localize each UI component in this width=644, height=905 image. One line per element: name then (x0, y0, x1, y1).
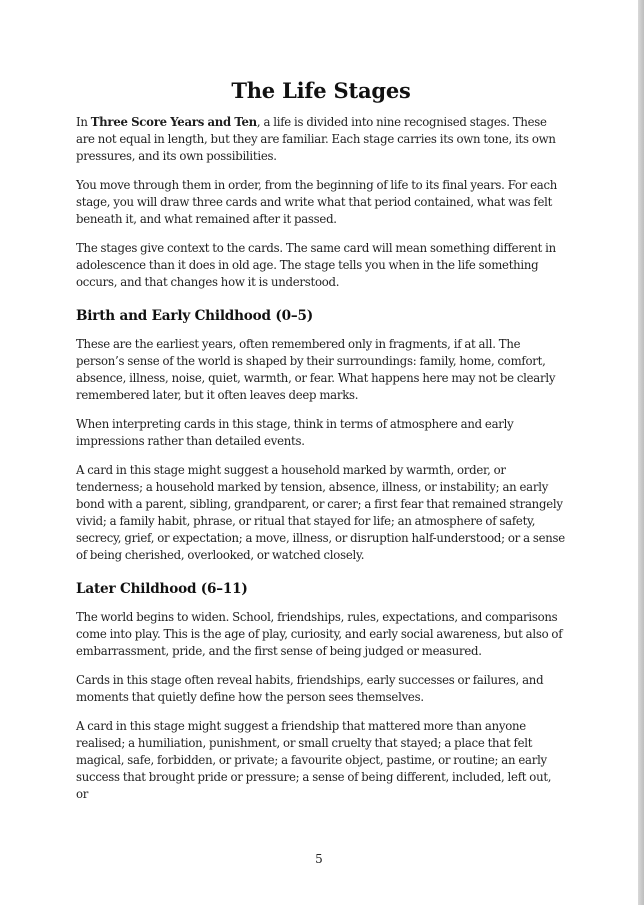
book-title: Three Score Years and Ten (90, 115, 257, 129)
intro-lead: In (76, 115, 91, 129)
page-edge (638, 0, 644, 905)
intro-rest: , a life is divided into nine recognised stages. These are not equal in length, but they are familiar. Each stage carries its own tone, its own pressures, and its own possibilities. (76, 115, 556, 163)
section-heading-early-childhood: Birth and Early Childhood (0–5) (76, 308, 313, 324)
intro-paragraph-2: You move through them in order, from the beginning of life to its final years. For each stage, you will draw three cards and write what that period contained, what was felt beneath it, and what remained after it passed. (76, 178, 558, 226)
page-content (76, 72, 566, 815)
intro-paragraph-3: The stages give context to the cards. The same card will mean something different in adolescence than it does in old age. The stage tells you when in the life something occurs, and that changes how it is understood. (76, 241, 556, 289)
section-paragraph: These are the earliest years, often remembered only in fragments, if at all. The person’s sense of the world is shaped by their surroundings: family, home, comfort, absence, illness, noise, quiet, warmth, or fear. What happens here may not be clearly remembered later, but it often leaves deep marks. (76, 337, 556, 402)
section-paragraph: Cards in this stage often reveal habits, friendships, early successes or failures, and moments that quietly define how the person sees themselves. (76, 673, 544, 704)
section-paragraph: A card in this stage might suggest a household marked by warmth, order, or tenderness; a household marked by tension, absence, illness, or instability; an early bond with a parent, sibling, grandparent, or carer; a first fear that remained strangely vivid; a family habit, phrase, or ritual that stayed for life; an atmosphere of safety, secrecy, grief, or expectation; a move, illness, or disruption half-understood; or a sense of being cherished, overlooked, or watched closely. (76, 463, 565, 562)
section-heading-later-childhood: Later Childhood (6–11) (76, 581, 248, 597)
section-paragraph: A card in this stage might suggest a friendship that mattered more than anyone realised; a humiliation, punishment, or small cruelty that stayed; a place that felt magical, safe, forbidden, or private; a favourite object, pastime, or routine; an early success that brought pride or pressure; a sense of being different, included, left out, or (76, 719, 552, 801)
page-title: The Life Stages (231, 78, 411, 103)
section-paragraph: The world begins to widen. School, friendships, rules, expectations, and comparisons come into play. This is the age of play, curiosity, and early social awareness, but also of embarrassment, pride, and the first sense of being judged or measured. (76, 610, 563, 658)
page-number: 5 (315, 852, 323, 866)
intro-paragraph-1 (76, 114, 566, 165)
section-paragraph: When interpreting cards in this stage, think in terms of atmosphere and early impressions rather than detailed events. (76, 417, 514, 448)
